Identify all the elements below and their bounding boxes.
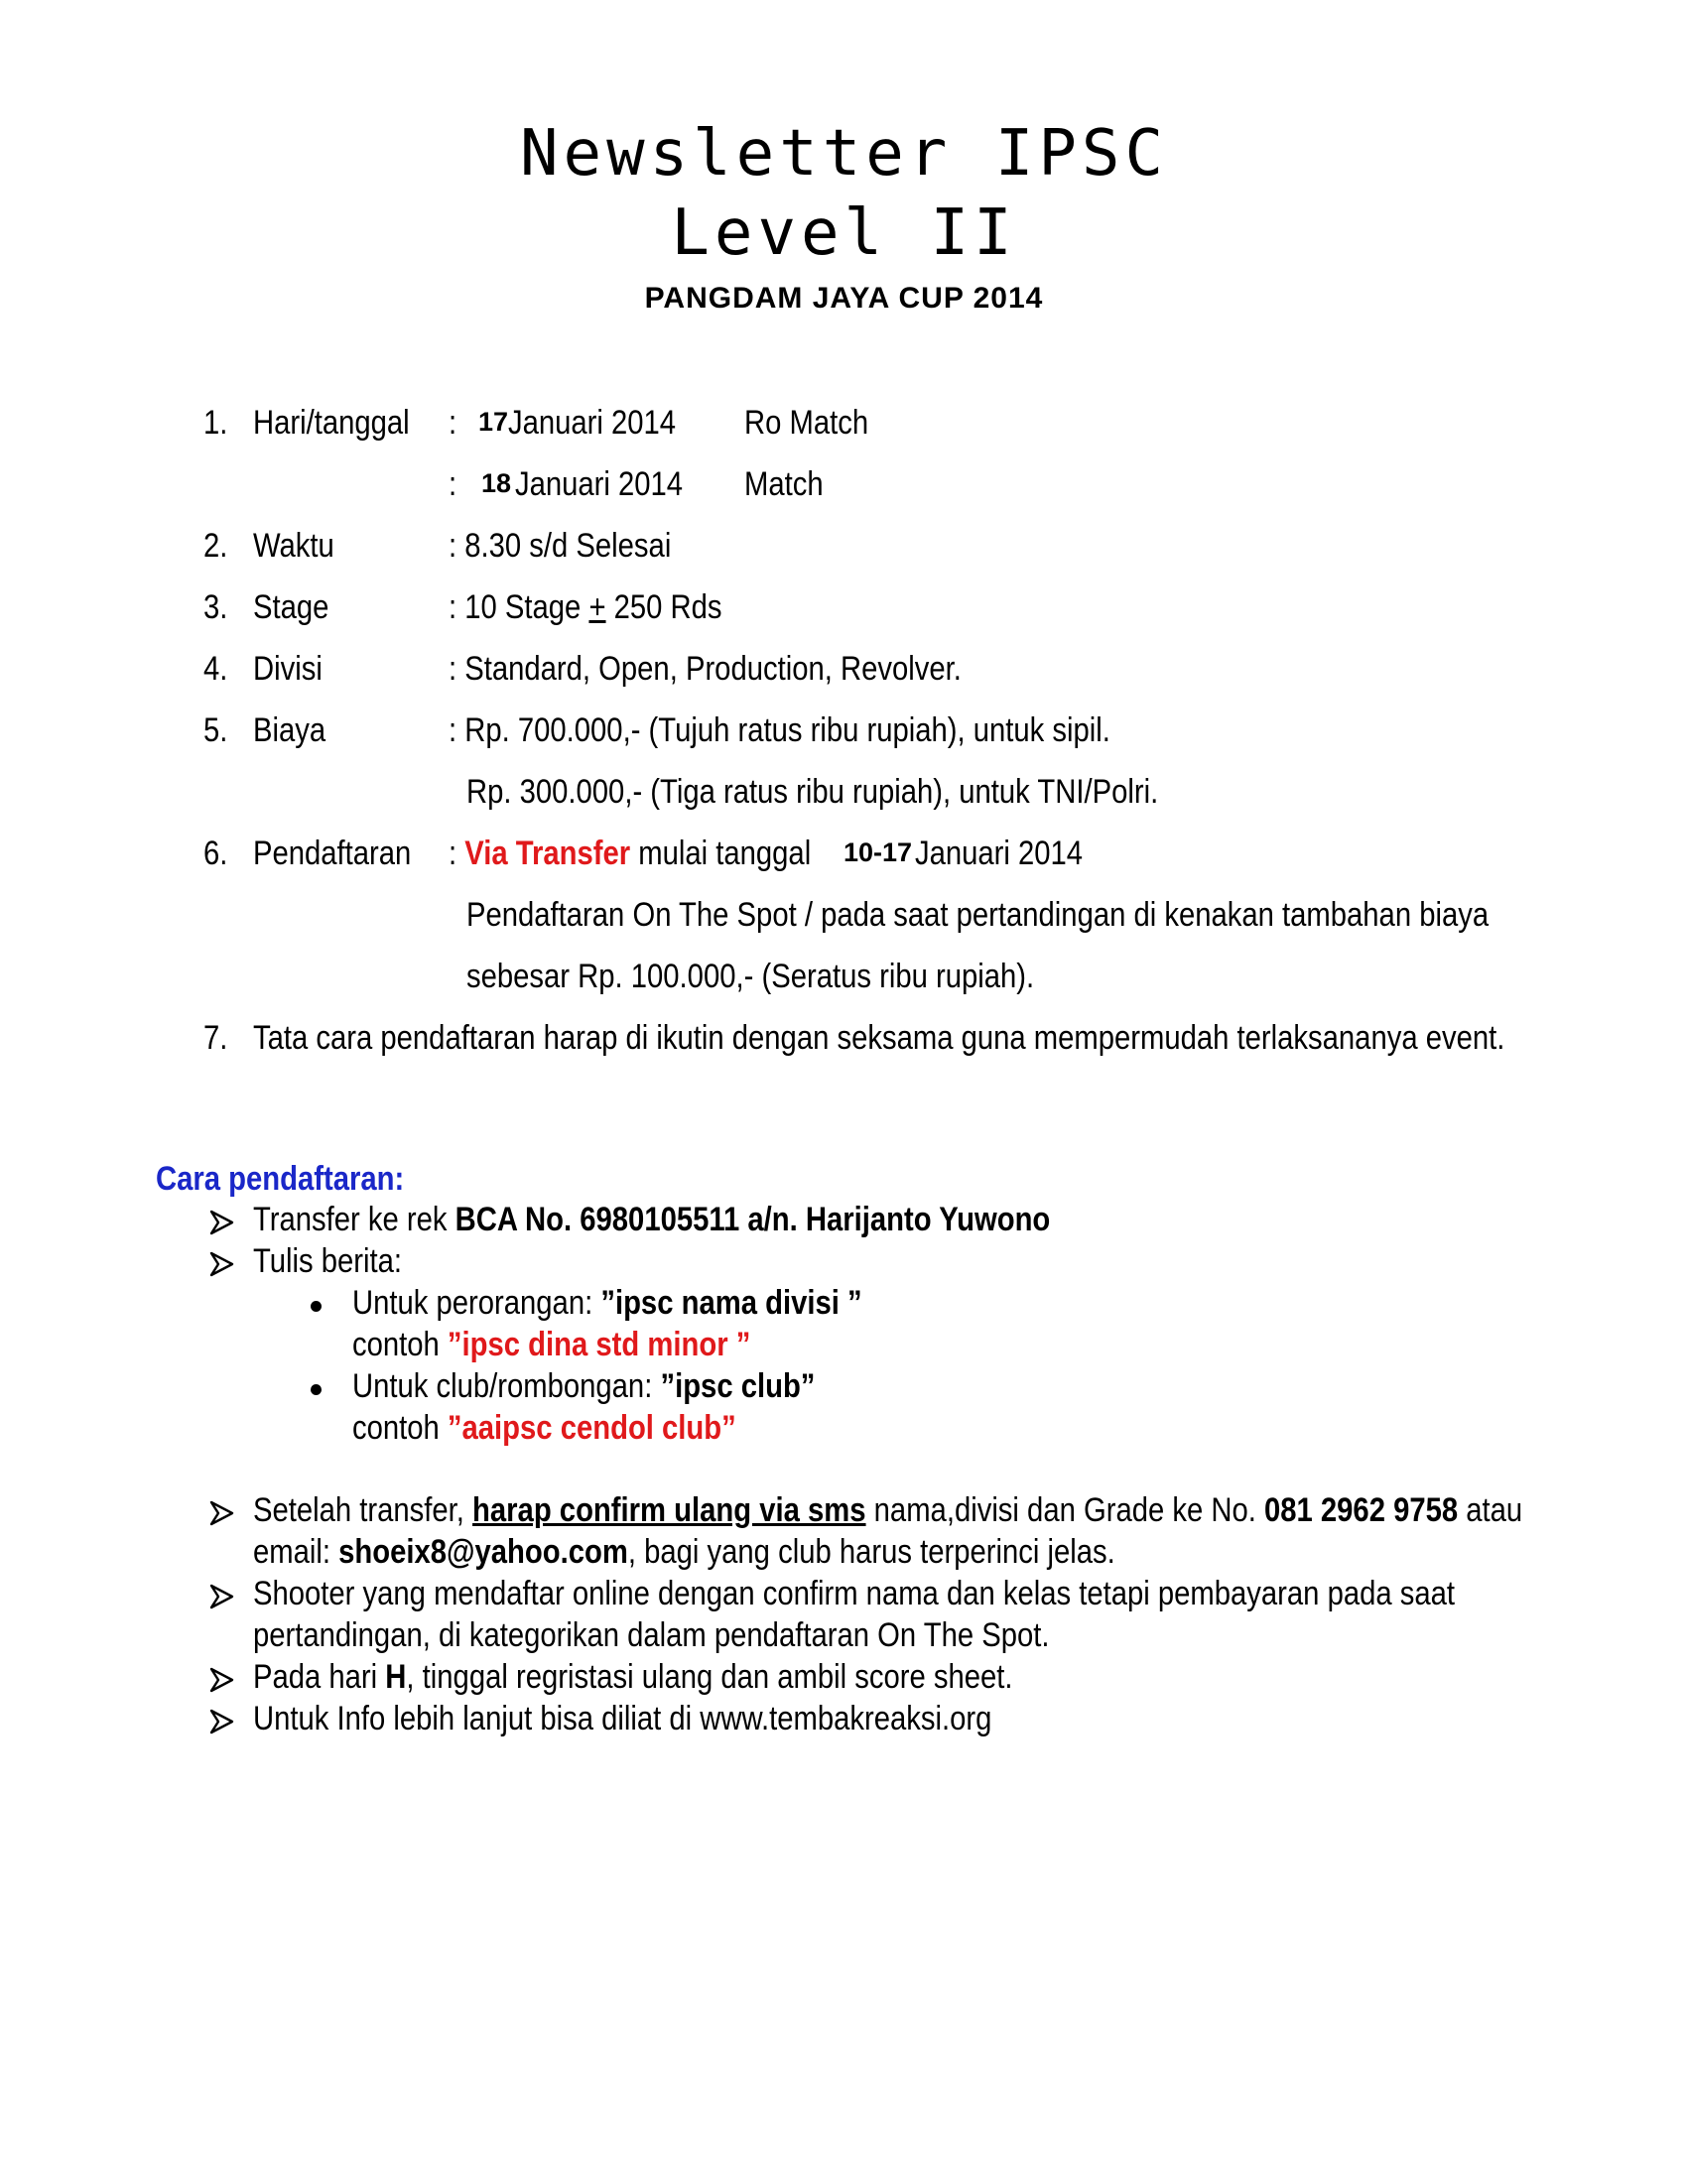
date2-month: Januari 2014 (515, 465, 684, 503)
date1-note: Ro Match (744, 404, 869, 442)
item-7-text: Tata cara pendaftaran harap di ikutin dengan seksama guna mempermudah terlaksananya event. (253, 1019, 1505, 1057)
pendaftaran-range: 10-17 (844, 837, 913, 867)
arrow-bullet-icon (208, 1666, 236, 1694)
biaya-line-1: : Rp. 700.000,- (Tujuh ratus ribu rupiah), untuk sipil. (449, 711, 1110, 749)
date1-day: 17 (478, 407, 509, 437)
pendaftaran-line-1: : Via Transfer mulai tanggal (449, 835, 812, 872)
pada-hari-line: Pada hari H, tinggal regristasi ulang dan ambil score sheet. (253, 1658, 1013, 1696)
item-number-5: 5. (203, 711, 228, 749)
item-number-1: 1. (203, 404, 228, 442)
subtitle: PANGDAM JAYA CUP 2014 (644, 282, 1044, 315)
pendaftaran-line-2: Pendaftaran On The Spot / pada saat pertandingan di kenakan tambahan biaya (466, 896, 1490, 934)
item-number-7: 7. (203, 1019, 228, 1057)
info-line: Untuk Info lebih lanjut bisa diliat di www.tembakreaksi.org (253, 1700, 992, 1737)
tulis-line: Tulis berita: (253, 1242, 403, 1280)
divisi-label: Divisi (253, 650, 323, 688)
item-number-3: 3. (203, 588, 228, 626)
date2-day: 18 (481, 468, 512, 498)
transfer-line: Transfer ke rek BCA No. 6980105511 a/n. Harijanto Yuwono (253, 1201, 1051, 1238)
item-number-6: 6. (203, 835, 228, 872)
hari-label: Hari/tanggal (253, 404, 410, 442)
title-line-2: Level II (671, 196, 1017, 270)
date2-note: Match (744, 465, 824, 503)
title-line-1: Newsletter IPSC (520, 117, 1168, 191)
club-line: Untuk club/rombongan: ”ipsc club” (352, 1367, 816, 1405)
item-number-2: 2. (203, 527, 228, 565)
cara-heading: Cara pendaftaran: (156, 1160, 405, 1198)
stage-value: : 10 Stage + 250 Rds (449, 588, 722, 626)
pendaftaran-month: Januari 2014 (915, 835, 1084, 872)
stage-label: Stage (253, 588, 329, 626)
contoh-2-line: contoh ”aaipsc cendol club” (352, 1409, 736, 1447)
colon: : (449, 465, 457, 503)
arrow-bullet-icon (208, 1708, 236, 1735)
pendaftaran-line-3: sebesar Rp. 100.000,- (Seratus ribu rupiah). (466, 958, 1035, 995)
setelah-line: Setelah transfer, harap confirm ulang via sms nama,divisi dan Grade ke No. 081 2962 9758 atau (253, 1491, 1523, 1529)
perorangan-line: Untuk perorangan: ”ipsc nama divisi ” (352, 1284, 862, 1322)
waktu-value: : 8.30 s/d Selesai (449, 527, 672, 565)
item-number-4: 4. (203, 650, 228, 688)
arrow-bullet-icon (208, 1499, 236, 1527)
arrow-bullet-icon (208, 1250, 236, 1278)
biaya-label: Biaya (253, 711, 326, 749)
arrow-bullet-icon (208, 1583, 236, 1610)
divisi-value: : Standard, Open, Production, Revolver. (449, 650, 962, 688)
dot-bullet-icon (311, 1301, 322, 1312)
pendaftaran-label: Pendaftaran (253, 835, 412, 872)
colon: : (449, 404, 457, 442)
date1-month: Januari 2014 (508, 404, 677, 442)
biaya-line-2: Rp. 300.000,- (Tiga ratus ribu rupiah), untuk TNI/Polri. (466, 773, 1159, 811)
arrow-bullet-icon (208, 1209, 236, 1236)
contoh-1-line: contoh ”ipsc dina std minor ” (352, 1326, 751, 1363)
shooter-line-2: pertandingan, di kategorikan dalam pendaftaran On The Spot. (253, 1616, 1050, 1654)
email-line: email: shoeix8@yahoo.com, bagi yang club harus terperinci jelas. (253, 1533, 1115, 1571)
waktu-label: Waktu (253, 527, 334, 565)
shooter-line-1: Shooter yang mendaftar online dengan confirm nama dan kelas tetapi pembayaran pada saat (253, 1575, 1456, 1612)
dot-bullet-icon (311, 1384, 322, 1395)
